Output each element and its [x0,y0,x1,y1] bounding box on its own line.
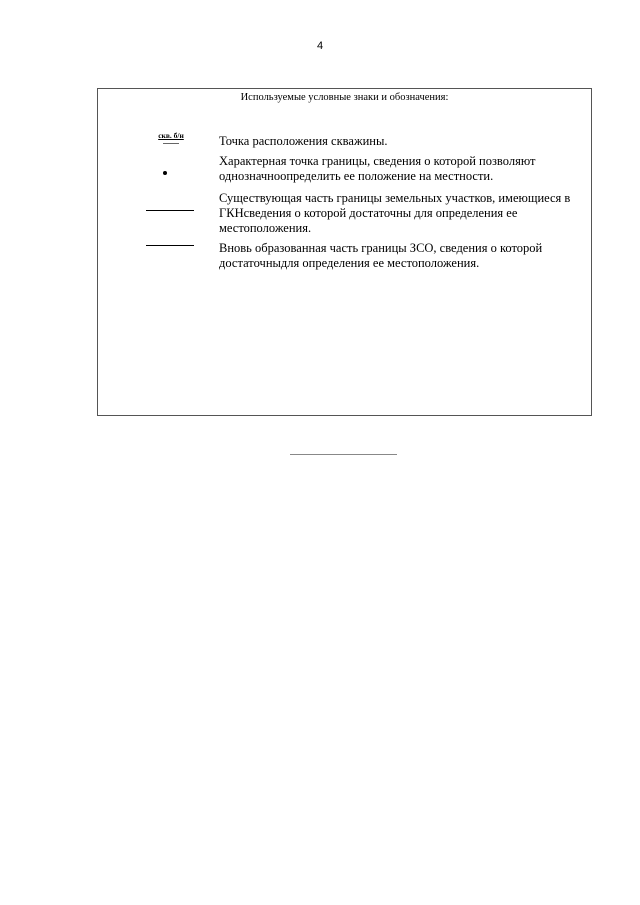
well-label: скв. б/н [158,131,184,140]
legend-text-new-boundary: Вновь образованная часть границы ЗСО, сведения о которой достаточныдля определения ее местоположения. [219,241,543,270]
bottom-rule [290,454,397,455]
well-symbol [146,131,196,144]
legend-text-existing-boundary: Существующая часть границы земельных участков, имеющиеся в ГКНсведения о которой достаточны для определения ее местоположения. [219,191,571,235]
page-number: 4 [316,40,324,52]
legend-title: Используемые условные знаки и обозначения: [240,92,449,103]
legend-text-point: Характерная точка границы, сведения о которой позволяют однозначноопределить ее положение на местности. [219,154,536,183]
point-dot-icon [163,171,167,175]
well-underline [163,143,179,144]
new-boundary-line-icon [146,245,194,246]
legend-box [97,88,592,416]
existing-boundary-line-icon [146,210,194,211]
legend-text-well: Точка расположения скважины. [219,134,388,148]
